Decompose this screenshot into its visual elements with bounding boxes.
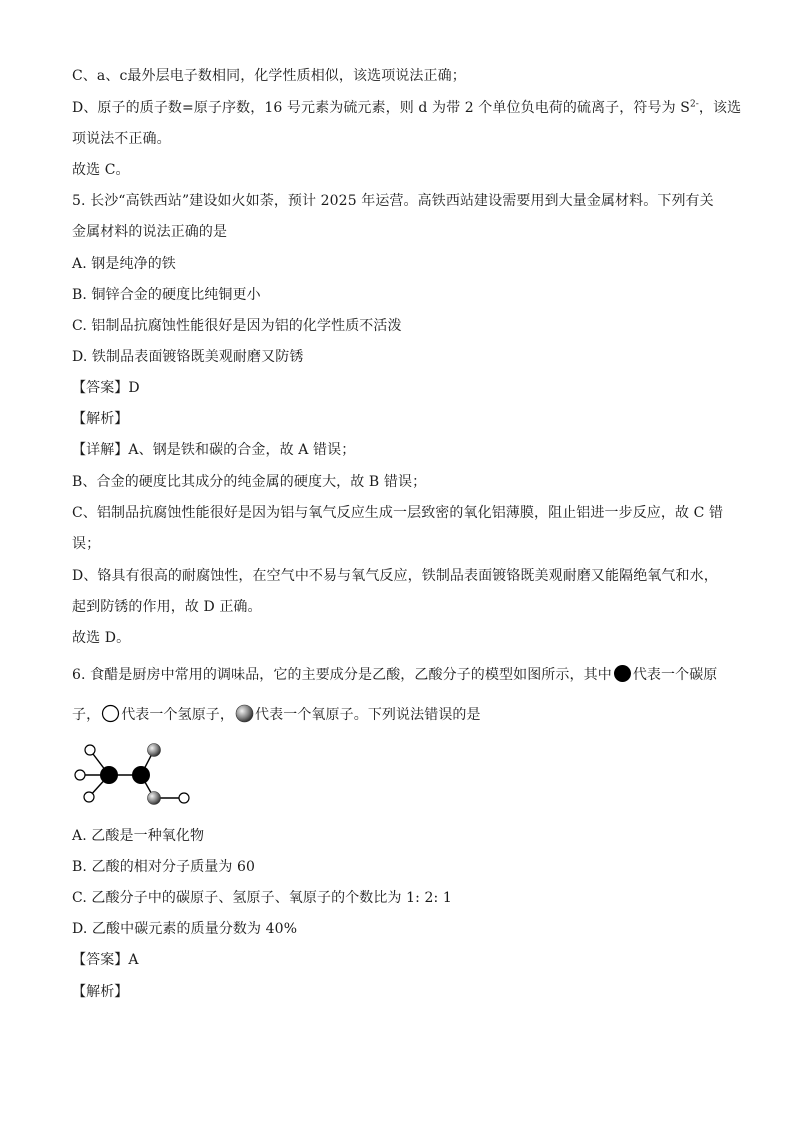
option-6b: B. 乙酸的相对分子质量为 60 (72, 859, 256, 875)
superscript-charge: 2- (689, 99, 699, 110)
question-5-stem: 5. 长沙“高铁西站”建设如火如荼，预计 2025 年运营。高铁西站建设需要用到大量金属材料。下列有关 (72, 193, 714, 209)
hydrogen-atom-icon (101, 704, 120, 723)
text-line: C、a、c最外层电子数相同，化学性质相似，该选项说法正确； (72, 68, 466, 84)
carbon-atom-icon (613, 664, 632, 683)
hydrogen-atom (179, 793, 189, 803)
carbon-atom (100, 766, 118, 784)
text-span: 代表一个氧原子。下列说法错误的是 (255, 707, 481, 723)
answer-6: 【答案】A (72, 952, 139, 968)
hydrogen-atom (84, 792, 94, 802)
analysis-heading-5: 【解析】 (72, 411, 129, 427)
explanation-line: D、铬具有很高的耐腐蚀性，在空气中不易与氧气反应，铁制品表面镀铬既美观耐磨又能隔绝氧气和水， (72, 568, 718, 584)
oxygen-atom (148, 744, 161, 757)
explanation-line: 故选 D。 (72, 630, 131, 646)
explanation-line: C、铝制品抗腐蚀性能很好是因为铝与氧气反应生成一层致密的氧化铝薄膜，阻止铝进一步反应，故 C 错 (72, 505, 724, 521)
option-5d: D. 铁制品表面镀铬既美观耐磨又防锈 (72, 349, 304, 365)
explanation-line: 起到防锈的作用，故 D 正确。 (72, 599, 262, 615)
option-5b: B. 铜锌合金的硬度比纯铜更小 (72, 287, 261, 303)
text-line: 项说法不正确。 (72, 131, 171, 147)
acetic-acid-molecule-model (70, 738, 200, 818)
text-span: 代表一个碳原 (632, 667, 718, 683)
text-span: 6. 食醋是厨房中常用的调味品，它的主要成分是乙酸，乙酸分子的模型如图所示，其中 (72, 667, 612, 683)
text-line: 故选 C。 (72, 162, 130, 178)
text-line (72, 98, 741, 118)
analysis-heading-6: 【解析】 (72, 984, 129, 1000)
oxygen-atom-icon (235, 704, 254, 723)
hydrogen-atom (85, 745, 95, 755)
oxygen-atom (148, 792, 161, 805)
option-6c: C. 乙酸分子中的碳原子、氢原子、氧原子的个数比为 1: 2: 1 (72, 890, 452, 906)
explanation-line: B、合金的硬度比其成分的纯金属的硬度大，故 B 错误； (72, 474, 427, 490)
text-span: ，该选 (698, 100, 742, 116)
answer-5: 【答案】D (72, 380, 140, 396)
option-5c: C. 铝制品抗腐蚀性能很好是因为铝的化学性质不活泼 (72, 318, 402, 334)
text-span: D、原子的质子数=原子序数，16 号元素为硫元素，则 d 为带 2 个单位负电荷的硫离子，符号为 S (72, 100, 690, 116)
hydrogen-atom (75, 770, 85, 780)
question-6-stem (72, 704, 481, 725)
option-6a: A. 乙酸是一种氧化物 (72, 828, 205, 844)
explanation-line: 【详解】A、钢是铁和碳的合金，故 A 错误； (72, 442, 356, 458)
question-6-stem (72, 664, 717, 685)
chemical-bonds (80, 750, 184, 798)
option-5a: A. 钢是纯净的铁 (72, 256, 176, 272)
option-6d: D. 乙酸中碳元素的质量分数为 40% (72, 921, 298, 937)
carbon-atom (132, 766, 150, 784)
text-span: 代表一个氢原子， (121, 707, 235, 723)
text-span: 子， (72, 707, 101, 723)
question-5-stem: 金属材料的说法正确的是 (72, 224, 228, 240)
explanation-line: 误； (72, 536, 101, 552)
